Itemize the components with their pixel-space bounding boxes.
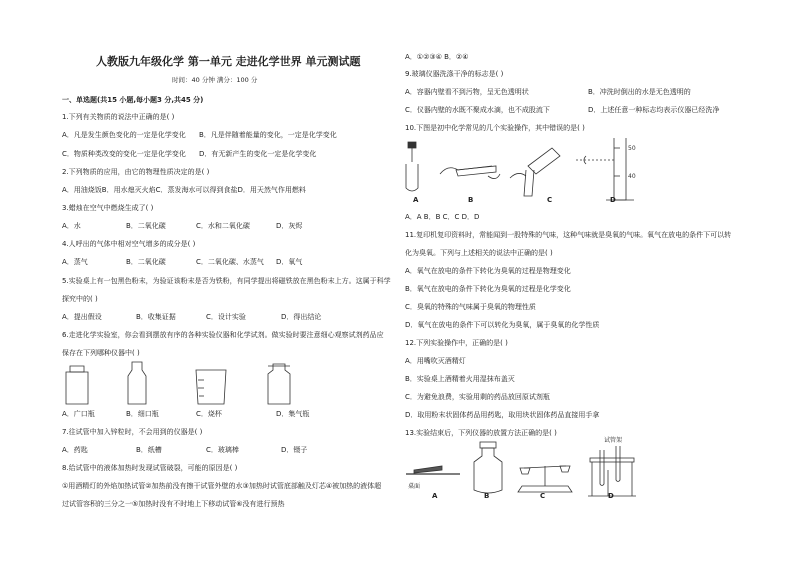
q9-option-a: A．容器内壁看不到污物，呈无色透明状 bbox=[405, 88, 529, 96]
q1-option-d: D．有无新产生的变化一定是化学变化 bbox=[199, 150, 317, 158]
fig13-label-a: A bbox=[432, 492, 438, 500]
q10-options: A．A B．B C．C D．D bbox=[405, 213, 480, 221]
q7-option-d: D．镊子 bbox=[281, 446, 308, 454]
q1-option-a: A．凡是发生颜色变化的一定是化学变化 bbox=[62, 131, 186, 139]
q1-stem: 1.下列有关物质的说法中正确的是( ) bbox=[62, 113, 175, 121]
q5-option-a: A．提出假设 bbox=[62, 313, 102, 321]
q3-stem: 3.蜡烛在空气中燃烧生成了( ) bbox=[62, 204, 154, 212]
q10-stem: 10.下图是初中化学常见的几个实验操作，其中错误的是( ) bbox=[405, 124, 585, 132]
scale-50-label: 50 bbox=[628, 145, 636, 152]
q6-option-c: C．烧杯 bbox=[196, 410, 222, 418]
fig10-label-d: D bbox=[610, 196, 616, 204]
q4-option-d: D．氧气 bbox=[276, 258, 303, 266]
q8-text-line2: 过试管容积的三分之一⑤加热时没有不时地上下移动试管⑥没有进行预热 bbox=[62, 500, 285, 508]
wide-mouth-bottle-icon bbox=[66, 372, 88, 404]
fig10-label-a: A bbox=[413, 196, 419, 204]
q3-option-a: A．水 bbox=[62, 222, 81, 230]
q13-stem: 13.实验结束后，下列仪器的放置方法正确的是( ) bbox=[405, 429, 557, 437]
q7-option-a: A．药匙 bbox=[62, 446, 88, 454]
q9-option-b: B．冲洗时倒出的水是无色透明的 bbox=[588, 88, 691, 96]
q11-option-c: C．臭氧的特殊的气味属于臭氧的物理性质 bbox=[405, 303, 536, 311]
q12-option-d: D．取用粉末状固体药品用药匙，取用块状固体药品直接用手拿 bbox=[405, 411, 600, 419]
fig13-label-d: D bbox=[608, 492, 614, 500]
q6-stem-line1: 6.走进化学实验室，你会看到摆放有序的各种实验仪器和化学试剂。做实验时要注意细心观察试剂药品应 bbox=[62, 331, 384, 339]
q4-option-a: A．蒸气 bbox=[62, 258, 88, 266]
q6-apparatus-figure bbox=[58, 360, 358, 408]
q3-option-d: D．灰烬 bbox=[276, 222, 303, 230]
section-heading: 一、单选题(共15 小题,每小题3 分,共45 分) bbox=[62, 96, 204, 104]
q7-option-c: C．玻璃棒 bbox=[206, 446, 239, 454]
q3-option-b: B．二氧化碳 bbox=[126, 222, 166, 230]
q12-stem: 12.下列实验操作中，正确的是( ) bbox=[405, 339, 508, 347]
narrow-mouth-bottle-icon bbox=[128, 362, 146, 404]
q9-stem: 9.玻璃仪器洗涤干净的标志是( ) bbox=[405, 70, 504, 78]
scale-40-label: 40 bbox=[628, 173, 636, 180]
q4-option-c: C．二氧化碳、水蒸气 bbox=[196, 258, 264, 266]
q11-option-b: B．氧气在放电的条件下转化为臭氧的过程是化学变化 bbox=[405, 285, 571, 293]
q12-option-b: B．实验桌上酒精着火用湿抹布盖灭 bbox=[405, 375, 515, 383]
q8-stem: 8.给试管中的液体加热时发现试管破裂，可能的原因是( ) bbox=[62, 464, 238, 472]
q12-option-a: A．用嘴吹灭酒精灯 bbox=[405, 357, 466, 365]
q7-option-b: B．纸槽 bbox=[136, 446, 162, 454]
fig13-rack-label: 试管架 bbox=[604, 437, 623, 444]
q2-options: A．用油烧饭B．用水熄灭火焰C．蒸发海水可以得到食盐D．用天然气作用燃料 bbox=[62, 186, 306, 194]
q6-option-a: A．广口瓶 bbox=[62, 410, 95, 418]
q7-stem: 7.往试管中加入锌粒时，不会用到的仪器是( ) bbox=[62, 428, 203, 436]
q11-option-a: A．氧气在放电的条件下转化为臭氧的过程是物理变化 bbox=[405, 267, 571, 275]
q5-option-c: C．设计实验 bbox=[206, 313, 246, 321]
q5-option-d: D．得出结论 bbox=[281, 313, 322, 321]
q2-stem: 2.下列物质的应用，由它的物理性质决定的是( ) bbox=[62, 168, 210, 176]
q11-option-d: D．氧气在放电的条件下可以转化为臭氧，属于臭氧的化学性质 bbox=[405, 321, 600, 329]
q9-option-c: C．仪器内壁的水既不聚成水滴，也不成股流下 bbox=[405, 106, 550, 114]
fig13-desk-label: 桌面 bbox=[408, 483, 421, 490]
q6-stem-line2: 保存在下列哪种仪器中( ) bbox=[62, 349, 140, 357]
q8-options: A．①②③④ B．②④ bbox=[405, 53, 469, 61]
page-title: 人教版九年级化学 第一单元 走进化学世界 单元测试题 bbox=[96, 55, 361, 68]
q11-stem-line2: 化为臭氧。下列与上述相关的说法中正确的是( ) bbox=[405, 249, 553, 257]
q9-option-d: D．上述任意一种标志均表示仪器已经洗净 bbox=[588, 106, 720, 114]
q12-option-c: C．为避免浪费，实验用剩的药品放回原试剂瓶 bbox=[405, 393, 550, 401]
page-subtitle: 时间：40 分钟 满分：100 分 bbox=[172, 76, 258, 84]
q6-option-b: B．细口瓶 bbox=[126, 410, 159, 418]
q11-stem-line1: 11.复印机复印资料时，常能闻到一股特殊的气味，这种气味就是臭氧的气味。氧气在放电的条件下可以转 bbox=[405, 231, 732, 239]
q4-stem: 4.人呼出的气体中相对空气增多的成分是( ) bbox=[62, 240, 196, 248]
q3-option-c: C．水和二氧化碳 bbox=[196, 222, 250, 230]
q1-option-c: C．物质种类改变的变化一定是化学变化 bbox=[62, 150, 186, 158]
fig10-label-b: B bbox=[468, 196, 474, 204]
q5-stem-line1: 5.实验桌上有一包黑色粉末，为验证该粉末是否为铁粉，有同学提出将磁铁放在黑色粉末上方。这属于科学 bbox=[62, 277, 391, 285]
gas-collecting-bottle-icon bbox=[268, 364, 290, 404]
fig13-label-c: C bbox=[540, 492, 546, 500]
q5-option-b: B．收集证据 bbox=[136, 313, 176, 321]
q8-text-line1: ①用酒精灯的外焰加热试管②加热前没有擦干试管外壁的水③加热时试管底部触及灯芯④被加热的液体超 bbox=[62, 482, 382, 490]
q1-option-b: B．凡是伴随着能量的变化，一定是化学变化 bbox=[199, 131, 337, 139]
beaker-icon bbox=[196, 370, 226, 404]
q4-option-b: B．二氧化碳 bbox=[126, 258, 166, 266]
q5-stem-line2: 探究中的( ) bbox=[62, 295, 98, 303]
q6-option-d: D．集气瓶 bbox=[276, 410, 310, 418]
fig10-label-c: C bbox=[547, 196, 553, 204]
fig13-label-b: B bbox=[484, 492, 490, 500]
q13-placement-figure bbox=[402, 440, 642, 504]
